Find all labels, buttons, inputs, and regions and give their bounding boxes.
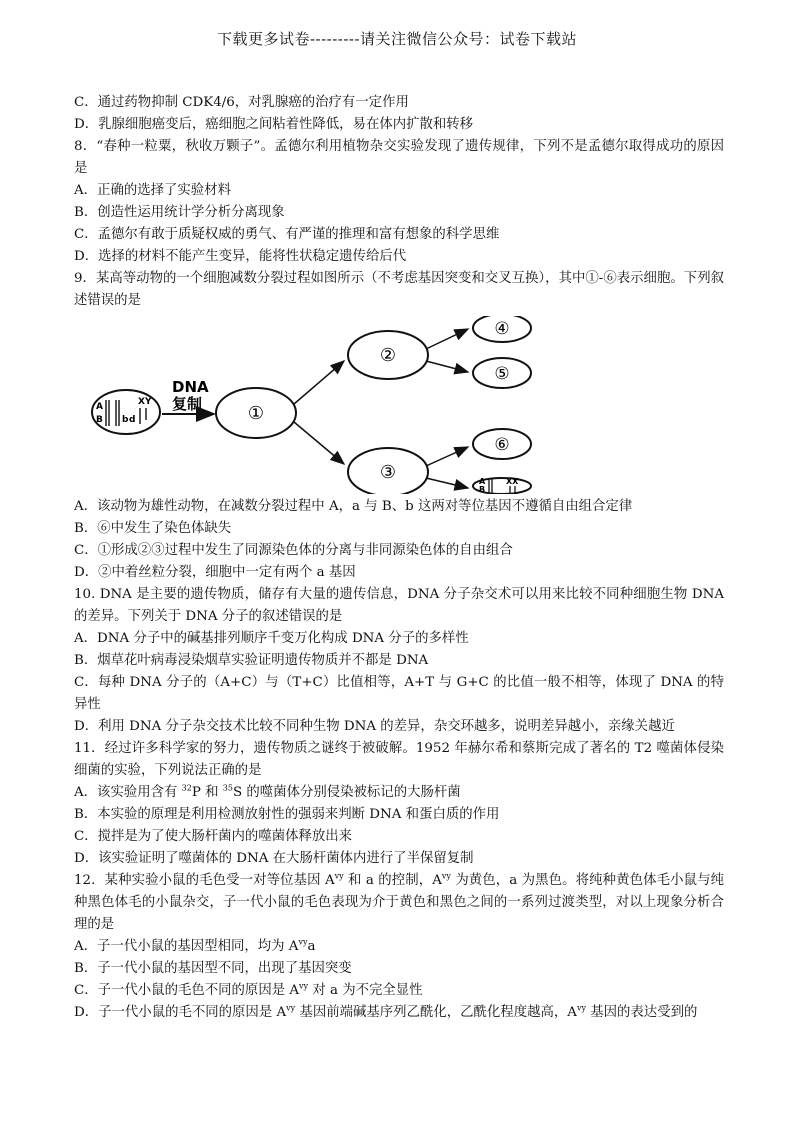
q9-option-b: B．⑥中发生了染色体缺失 [74,521,232,536]
arrow-label-dna: DNA [172,378,209,396]
q12-option-d-part-2: 基因前端碱基序列乙酰化，乙酰化程度越高，A [295,1005,577,1020]
gene-d-label: d [129,415,136,425]
q12-option-a-part-2: a [307,939,316,954]
q12-option-d-part-1: D．子一代小鼠的毛不同的原因是 A [74,1005,287,1020]
allele-superscript: vy [299,981,309,991]
q11-option-c: C．搅拌是为了使大肠杆菌内的噬菌体释放出来 [74,829,353,844]
q10-option-a: A．DNA 分子中的碱基排列顺序千变万化构成 DNA 分子的多样性 [74,631,469,646]
q8-stem: 8．“春种一粒粟，秋收万颗子”。孟德尔利用植物杂交实验发现了遗传规律，下列不是孟德尔取得成功的原因是 [74,139,724,176]
cell-7-XX-label: XX [506,477,519,486]
cell-3-label: ③ [379,462,397,483]
q12-option-c [74,980,724,1002]
allele-superscript: vy [441,871,451,881]
cell-1-label: ① [247,403,265,424]
allele-superscript: vy [286,1003,296,1013]
q12-option-d [74,1002,724,1024]
q12-stem-part-3: 为黄色，a 为黑色。将纯种黄色体毛小鼠与纯种黑色体毛的小鼠杂交，子一代小鼠的毛色表现为介于黄色和黑色之间的一系列过渡类型，对以上现象分析合理的是 [74,873,724,932]
q12-option-a-part-1: A．子一代小鼠的基因型相同，均为 A [74,939,299,954]
arrow-label-replication: 复制 [172,395,203,413]
arrow-3-to-6 [426,447,468,466]
q9-option-d: D．②中着丝粒分裂，细胞中一定有两个 a 基因 [74,565,356,580]
q10-stem: 10. DNA 是主要的遗传物质，储存有大量的遗传信息，DNA 分子杂交术可以用来比较不同种细胞生物 DNA 的差异。下列关于 DNA 分子的叙述错误的是 [74,587,724,624]
q12-option-c-part-2: 对 a 为不完全显性 [308,983,423,998]
cell-7-gene-B: B [479,485,486,494]
q11-option-a-prefix: A．该实验用含有 [74,785,182,800]
arrow-2-to-4 [426,329,468,349]
q8-option-d: D．选择的材料不能产生变异，能将性状稳定遗传给后代 [74,249,407,264]
q10-option-b: B．烟草花叶病毒浸染烟草实验证明遗传物质并不都是 DNA [74,653,429,668]
arrow-2-to-5 [426,361,468,372]
q12-stem-part-1: 12．某种实验小鼠的毛色受一对等位基因 A [74,873,335,888]
gene-b-label: b [122,415,129,425]
cell-2-label: ② [379,345,397,366]
allele-superscript: vy [576,1003,586,1013]
q9-option-a: A．该动物为雄性动物，在减数分裂过程中 A，a 与 B、b 这两对等位基因不遵循自由组合定律 [74,499,633,514]
q8-option-a: A．正确的选择了实验材料 [74,183,231,198]
q12-stem [74,870,724,936]
q12-option-a [74,936,724,958]
arrow-1-to-2 [294,361,344,404]
chromosome-XY-label: XY [138,397,152,407]
q11-option-b: B．本实验的原理是利用检测放射性的强弱来判断 DNA 和蛋白质的作用 [74,807,500,822]
cell-5-label: ⑤ [494,364,510,384]
q11-option-a-suffix: S 的噬菌体分别侵染被标记的大肠杆菌 [232,785,461,800]
q11-option-a-mid: P 和 [191,785,223,800]
q7-option-d: D．乳腺细胞癌变后，癌细胞之间粘着性降低，易在体内扩散和转移 [74,117,474,132]
gene-A-label: A [96,402,103,412]
meiosis-diagram [74,316,724,494]
isotope-32-superscript: 32 [181,783,192,793]
q12-stem-part-2: 和 a 的控制，A [343,873,442,888]
q9-stem: 9．某高等动物的一个细胞减数分裂过程如图所示（不考虑基因突变和交叉互换），其中①-⑥表示细胞。下列叙述错误的是 [74,271,724,308]
arrow-1-to-3 [294,422,344,464]
page-header: 下载更多试卷---------请关注微信公众号：试卷下载站 [216,30,578,48]
q8-option-b: B．创造性运用统计学分析分离现象 [74,205,285,220]
arrow-3-to-7 [426,478,468,488]
meiosis-diagram-svg [74,316,724,494]
q10-option-c: C．每种 DNA 分子的（A+C）与（T+C）比值相等，A+T 与 G+C 的比值一般不相等，体现了 DNA 的特异性 [74,675,724,712]
q11-stem: 11．经过许多科学家的努力，遗传物质之谜终于被破解。1952 年赫尔希和蔡斯完成了著名的 T2 噬菌体侵染细菌的实验，下列说法正确的是 [74,741,724,778]
cell-4-label: ④ [494,319,510,339]
isotope-35-superscript: 35 [222,783,233,793]
q12-option-d-part-3: 基因的表达受到的 [585,1005,698,1020]
allele-superscript: vy [334,871,344,881]
q10-option-d: D．利用 DNA 分子杂交技术比较不同种生物 DNA 的差异，杂交环越多，说明差异越小，亲缘关越近 [74,719,675,734]
q11-option-d: D．该实验证明了噬菌体的 DNA 在大肠杆菌体内进行了半保留复制 [74,851,474,866]
q7-option-c: C．通过药物抑制 CDK4/6，对乳腺癌的治疗有一定作用 [74,95,409,110]
q12-option-b: B．子一代小鼠的基因型不同，出现了基因突变 [74,961,352,976]
q9-option-c: C．①形成②③过程中发生了同源染色体的分离与非同源染色体的自由组合 [74,543,513,558]
q11-option-a [74,782,724,804]
cell-6-label: ⑥ [494,435,510,455]
cell-7-gene-A: A [479,477,486,486]
gene-B-label: B [96,415,103,425]
document-body [74,92,724,1024]
q12-option-c-part-1: C．子一代小鼠的毛色不同的原因是 A [74,983,300,998]
allele-superscript: vy [298,937,308,947]
q8-option-c: C．孟德尔有敢于质疑权威的勇气、有严谨的推理和富有想象的科学思维 [74,227,500,242]
